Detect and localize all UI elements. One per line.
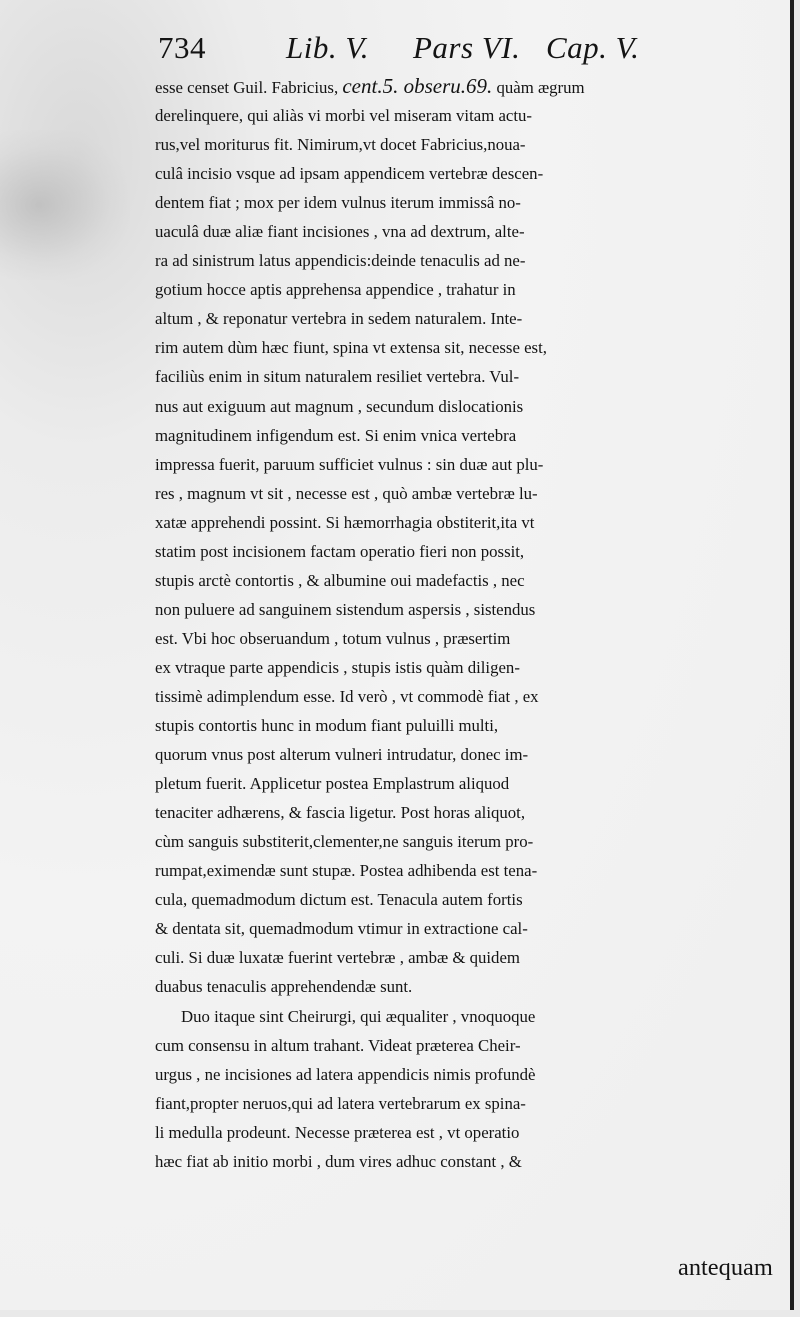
line-text: quàm ægrum: [492, 78, 585, 97]
body-text: [155, 72, 794, 1176]
catchword: antequam: [678, 1254, 773, 1281]
text-line: cùm sanguis substiterit,clementer,ne sanguis iterum pro-: [155, 832, 534, 852]
text-line: res , magnum vt sit , necesse est , quò ambæ vertebræ lu-: [155, 483, 538, 503]
text-line: ex vtraque parte appendicis , stupis istis quàm diligen-: [155, 657, 520, 677]
text-line: uaculâ duæ aliæ fiant incisiones , vna ad dextrum, alte-: [155, 222, 525, 242]
header-chapter: Cap. V.: [546, 30, 640, 65]
text-line: derelinquere, qui aliàs vi morbi vel miseram vitam actu-: [155, 106, 532, 126]
text-line: duabus tenaculis apprehendendæ sunt.: [155, 977, 413, 997]
text-line: cula, quemadmodum dictum est. Tenacula autem fortis: [155, 890, 523, 910]
text-line: culâ incisio vsque ad ipsam appendicem vertebræ descen-: [155, 164, 544, 184]
text-line: nus aut exiguum aut magnum , secundum dislocationis: [155, 396, 524, 416]
text-line: dentem fiat ; mox per idem vulnus iterum immissâ no-: [155, 193, 521, 213]
text-line: li medulla prodeunt. Necesse præterea est , vt operatio: [155, 1122, 520, 1142]
text-line: rumpat,eximendæ sunt stupæ. Postea adhibenda est tena-: [155, 861, 538, 881]
page-number: 734: [158, 30, 206, 65]
text-line: impressa fuerit, paruum sufficiet vulnus : sin duæ aut plu-: [155, 454, 544, 474]
text-line: cum consensu in altum trahant. Videat præterea Cheir-: [155, 1035, 521, 1055]
text-line: statim post incisionem factam operatio fieri non possit,: [155, 541, 525, 561]
text-line: stupis contortis hunc in modum fiant puluilli multi,: [155, 716, 499, 736]
text-line: magnitudinem infigendum est. Si enim vnica vertebra: [155, 425, 517, 445]
citation: cent.5. obseru.69.: [342, 74, 493, 98]
text-line: altum , & reponatur vertebra in sedem naturalem. Inte-: [155, 309, 523, 329]
text-line: culi. Si duæ luxatæ fuerint vertebræ , ambæ & quidem: [155, 948, 520, 968]
text-line: fiant,propter neruos,qui ad latera vertebrarum ex spina-: [155, 1093, 526, 1113]
text-line: gotium hocce aptis apprehensa appendice , trahatur in: [155, 280, 516, 300]
text-line: & dentata sit, quemadmodum vtimur in extractione cal-: [155, 919, 528, 939]
text-line: non puluere ad sanguinem sistendum aspersis , sistendus: [155, 599, 536, 619]
text-line: tenaciter adhærens, & fascia ligetur. Post horas aliquot,: [155, 803, 526, 823]
text-line: urgus , ne incisiones ad latera appendicis nimis profundè: [155, 1064, 536, 1084]
text-line: hæc fiat ab initio morbi , dum vires adhuc constant , &: [155, 1151, 522, 1171]
text-line: rim autem dùm hæc fiunt, spina vt extensa sit, necesse est,: [155, 338, 547, 358]
text-line: tissimè adimplendum esse. Id verò , vt commodè fiat , ex: [155, 686, 539, 706]
text-line: ra ad sinistrum latus appendicis:deinde tenaculis ad ne-: [155, 251, 526, 271]
header-book: Lib. V.: [286, 30, 370, 65]
text-line: faciliùs enim in situm naturalem resiliet vertebra. Vul-: [155, 367, 520, 387]
text-line: xatæ apprehendi possint. Si hæmorrhagia obstiterit,ita vt: [155, 512, 535, 532]
water-stain: [0, 130, 130, 280]
text-line: stupis arctè contortis , & albumine oui madefactis , nec: [155, 570, 525, 590]
running-header: [158, 30, 758, 78]
text-line: quorum vnus post alterum vulneri intrudatur, donec im-: [155, 745, 529, 765]
header-part: Pars VI.: [413, 30, 521, 65]
text-line: pletum fuerit. Applicetur postea Emplastrum aliquod: [155, 774, 510, 794]
text-line: est. Vbi hoc obseruandum , totum vulnus , præsertim: [155, 628, 511, 648]
text-line: Duo itaque sint Cheirurgi, qui æqualiter , vnoquoque: [181, 1006, 536, 1026]
text-line: [155, 72, 794, 101]
line-text: esse censet Guil. Fabricius,: [155, 78, 343, 97]
text-line: rus,vel moriturus fit. Nimirum,vt docet Fabricius,noua-: [155, 135, 526, 155]
